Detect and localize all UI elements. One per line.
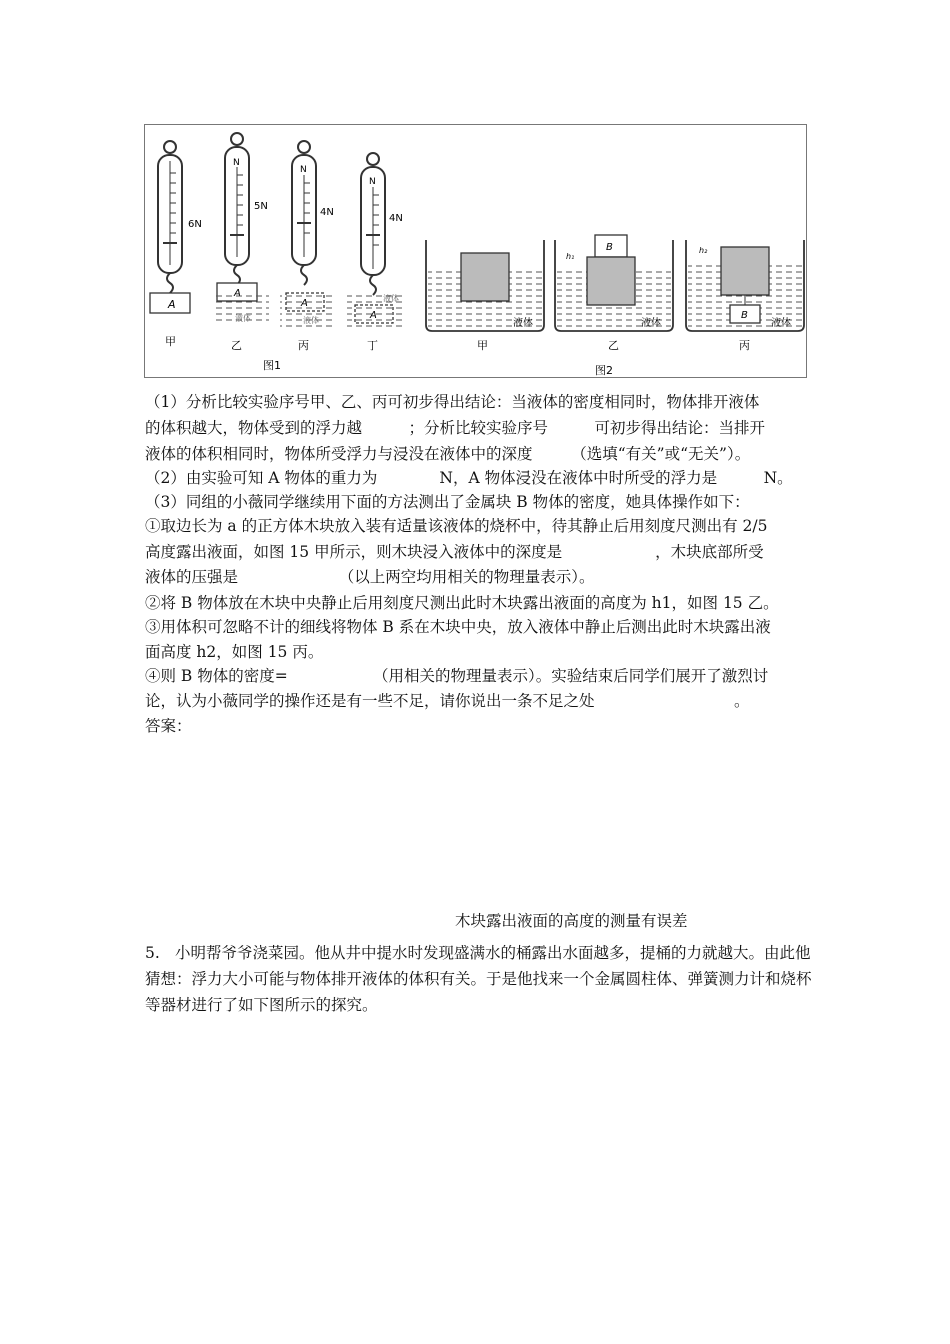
svg-text:液体: 液体 [641,318,661,329]
beaker-2 [555,235,673,352]
svg-text:液体: 液体 [383,294,399,303]
text-line-13: 论，认为小薇同学的操作还是有一些不足，请你说出一条不足之处 。 [145,692,750,710]
label-4: 丁 [367,339,378,352]
text-line-11: 面高度 h2，如图 15 丙。 [145,643,324,661]
svg-text:N: N [300,165,307,175]
svg-text:液体: 液体 [771,318,791,329]
spring-scale-3 [280,141,336,352]
fig1-caption: 图1 [263,359,281,372]
text-line-5: （3）同组的小薇同学继续用下面的方法测出了金属块 B 物体的密度，她具体操作如下： [145,493,750,511]
svg-text:N: N [369,177,376,187]
text-line-9: ②将 B 物体放在木块中央静止后用刻度尺测出此时木块露出液面的高度为 h1，如图 15 乙。 [145,594,779,612]
question-5 [145,940,815,1018]
fig2-caption: 图2 [595,364,613,377]
text-line-6: ①取边长为 a 的正方体木块放入装有适量该液体的烧杯中，待其静止后用刻度尺测出有 2/5 [145,517,768,535]
svg-text:h₂: h₂ [699,246,708,255]
spring-scale-1 [150,141,202,348]
text-line-2: 的体积越大，物体受到的浮力越 ；分析比较实验序号 可初步得出结论：当排开 [145,419,766,437]
spring-scale-2 [213,133,269,352]
text-line-3: 液体的体积相同时，物体所受浮力与浸没在液体中的深度 （选填“有关”或“无关”）。 [145,445,751,463]
answer-label: 答案： [145,717,192,735]
label-3: 丙 [298,339,309,352]
label-2: 乙 [231,339,242,352]
text-line-10: ③用体积可忽略不计的细线将物体 B 系在木块中央，放入液体中静止后测出此时木块露出液 [145,618,771,636]
spring-scale-4 [347,153,403,352]
figure-drawing [145,125,806,377]
svg-text:N: N [233,158,240,168]
text-line-8: 液体的压强是 （以上两空均用相关的物理量表示）。 [145,568,595,586]
svg-text:B: B [741,310,748,321]
beaker-1 [426,240,544,352]
question-5-text: 小明帮爷爷浇菜园。他从井中提水时发现盛满水的桶露出水面越多，提桶的力就越大。由此他猜想：浮力大小可能与物体排开液体的体积有关。于是他找来一个金属圆柱体、弹簧测力计和烧杯等器材进行了如下图所示的探究。 [145,944,812,1014]
beaker-label-1: 甲 [477,339,488,352]
beaker-label-2: 乙 [608,339,619,352]
svg-text:h₁: h₁ [566,252,575,261]
beaker-3 [686,240,804,352]
reading-2: 5N [254,201,268,212]
svg-text:液体: 液体 [235,314,251,323]
question-5-number: 5. [145,944,160,962]
text-line-4: （2）由实验可知 A 物体的重力为 N，A 物体浸没在液体中时所受的浮力是 N。 [145,469,793,487]
block-a-1: A [168,298,176,311]
text-line-12: ④则 B 物体的密度= （用相关的物理量表示）。实验结束后同学们展开了激烈讨 [145,667,769,685]
answer-text: 木块露出液面的高度的测量有误差 [455,912,688,930]
reading-3: 4N [320,207,334,218]
label-1: 甲 [165,335,176,348]
svg-text:A: A [301,298,308,309]
reading-1: 6N [188,219,202,230]
text-line-1: （1）分析比较实验序号甲、乙、丙可初步得出结论：当液体的密度相同时，物体排开液体 [145,393,760,411]
svg-text:B: B [606,242,613,253]
beaker-label-3: 丙 [739,339,750,352]
reading-4: 4N [389,213,403,224]
svg-text:液体: 液体 [513,318,533,329]
svg-text:液体: 液体 [303,316,319,325]
svg-text:A: A [370,310,377,321]
text-line-7: 高度露出液面，如图 15 甲所示，则木块浸入液体中的深度是 ，木块底部所受 [145,543,764,561]
experiment-figure [144,124,807,378]
